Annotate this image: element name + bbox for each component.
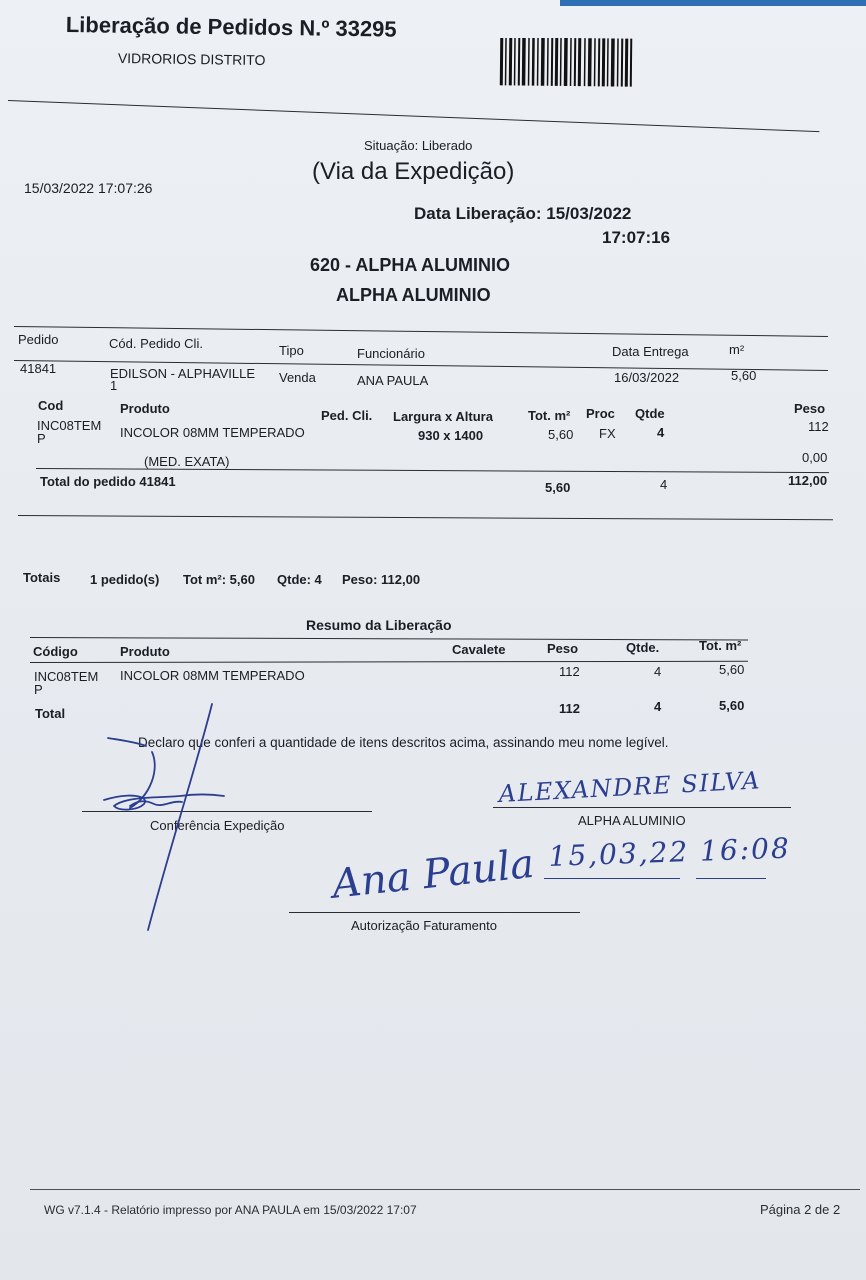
col-data-entrega: Data Entrega — [612, 344, 689, 359]
resumo-total-label: Total — [35, 706, 66, 721]
footer-page-number: Página 2 de 2 — [760, 1202, 841, 1217]
totais-qtde: Qtde: 4 — [277, 572, 322, 587]
item-sub-produto: (MED. EXATA) — [144, 454, 230, 469]
top-accent-bar — [560, 0, 866, 6]
col-tipo: Tipo — [279, 343, 304, 358]
col-cod-pedido-cli: Cód. Pedido Cli. — [109, 336, 203, 351]
document-title: Liberação de Pedidos N.º 33295 — [65, 12, 397, 42]
autorizacao-signature-line — [289, 912, 580, 913]
declaration-text: Declaro que conferi a quantidade de itens descritos acima, assinando meu nome legível. — [138, 735, 669, 750]
conferencia-signature-scribble — [90, 700, 240, 940]
col-pedido: Pedido — [18, 332, 59, 347]
footer-left-text: WG v7.1.4 - Relatório impresso por ANA PAULA em 15/03/2022 17:07 — [44, 1203, 417, 1217]
via-label: (Via da Expedição) — [312, 158, 515, 185]
handwritten-date: 15,03,22 16:08 — [548, 831, 792, 873]
col-funcionario: Funcionário — [357, 346, 425, 361]
item-qtde: 4 — [657, 425, 665, 440]
col-tot-m2: Tot. m² — [528, 408, 571, 423]
handwritten-date-underline — [544, 878, 680, 879]
item-peso: 112 — [808, 419, 829, 434]
resumo-col-codigo: Código — [33, 644, 78, 659]
resumo-qtde: 4 — [654, 664, 662, 679]
company-name: VIDRORIOS DISTRITO — [117, 50, 266, 69]
item-proc: FX — [599, 426, 616, 441]
funcionario-value: ANA PAULA — [357, 373, 429, 388]
client-code-name: 620 - ALPHA ALUMINIO — [310, 255, 511, 275]
col-produto: Produto — [120, 401, 170, 416]
totais-tot-m2: Tot m²: 5,60 — [183, 572, 255, 587]
resumo-codigo-line2: P — [34, 682, 43, 697]
cliente-handwritten-signature: ALEXANDRE SILVA — [498, 766, 762, 808]
total-pedido-qtde: 4 — [660, 477, 668, 492]
resumo-tot-m2: 5,60 — [719, 662, 745, 677]
item-dims: 930 x 1400 — [418, 428, 484, 443]
resumo-header-rule — [30, 661, 748, 663]
barcode-icon — [498, 38, 638, 90]
resumo-total-peso: 112 — [559, 701, 580, 716]
m2-value: 5,60 — [731, 368, 757, 383]
data-entrega-value: 16/03/2022 — [614, 370, 680, 385]
resumo-col-tot-m2: Tot. m² — [699, 638, 742, 653]
printed-datetime: 15/03/2022 17:07:26 — [24, 180, 153, 196]
cod-pedido-cli-line2: 1 — [110, 378, 118, 393]
totais-peso: Peso: 112,00 — [342, 572, 421, 587]
handwritten-time-underline — [696, 878, 766, 879]
header-divider — [8, 100, 819, 132]
resumo-col-peso: Peso — [547, 641, 579, 656]
resumo-col-cavalete: Cavalete — [452, 642, 506, 657]
col-qtde: Qtde — [635, 406, 665, 421]
situacao-text: Situação: Liberado — [364, 138, 473, 153]
cliente-signature-line — [493, 807, 791, 808]
totais-pedidos: 1 pedido(s) — [90, 572, 160, 587]
col-largura-altura: Largura x Altura — [393, 409, 493, 424]
autorizacao-handwritten-signature: Ana Paula — [330, 840, 537, 908]
pedido-number: 41841 — [20, 361, 57, 376]
data-liberacao: Data Liberação: 15/03/2022 — [414, 204, 632, 223]
total-pedido-label: Total do pedido 41841 — [40, 474, 176, 489]
item-cod-line2: P — [37, 431, 46, 446]
items-total-rule — [36, 468, 829, 473]
resumo-title: Resumo da Liberação — [306, 617, 452, 633]
footer-rule — [30, 1189, 860, 1190]
totais-label: Totais — [23, 570, 61, 585]
resumo-total-tot-m2: 5,60 — [719, 698, 745, 713]
total-pedido-peso: 112,00 — [788, 473, 828, 488]
tipo-value: Venda — [279, 370, 316, 385]
autorizacao-label: Autorização Faturamento — [351, 918, 497, 933]
col-m2: m² — [729, 342, 745, 357]
cod-pedido-cli-line1: EDILSON - ALPHAVILLE — [110, 366, 255, 381]
col-proc: Proc — [586, 406, 615, 421]
item-tot-m2: 5,60 — [548, 427, 574, 442]
col-ped-cli: Ped. Cli. — [321, 408, 373, 423]
resumo-total-qtde: 4 — [654, 699, 662, 714]
resumo-codigo-line1: INC08TEM — [34, 669, 99, 684]
col-peso: Peso — [794, 401, 826, 416]
resumo-produto: INCOLOR 08MM TEMPERADO — [120, 668, 305, 683]
pedido-section-bottom-rule — [18, 515, 833, 520]
client-name: ALPHA ALUMINIO — [336, 285, 491, 305]
total-pedido-m2: 5,60 — [545, 480, 571, 495]
item-produto: INCOLOR 08MM TEMPERADO — [120, 425, 305, 440]
resumo-peso: 112 — [559, 664, 580, 679]
resumo-col-qtde: Qtde. — [626, 640, 660, 655]
item-cod-line1: INC08TEM — [37, 418, 102, 433]
resumo-col-produto: Produto — [120, 644, 170, 659]
item-sub-peso: 0,00 — [802, 450, 828, 465]
conferencia-label: Conferência Expedição — [150, 818, 285, 833]
data-liberacao-time: 17:07:16 — [602, 228, 671, 247]
cliente-signature-label: ALPHA ALUMINIO — [578, 813, 686, 828]
col-cod: Cod — [38, 398, 64, 413]
